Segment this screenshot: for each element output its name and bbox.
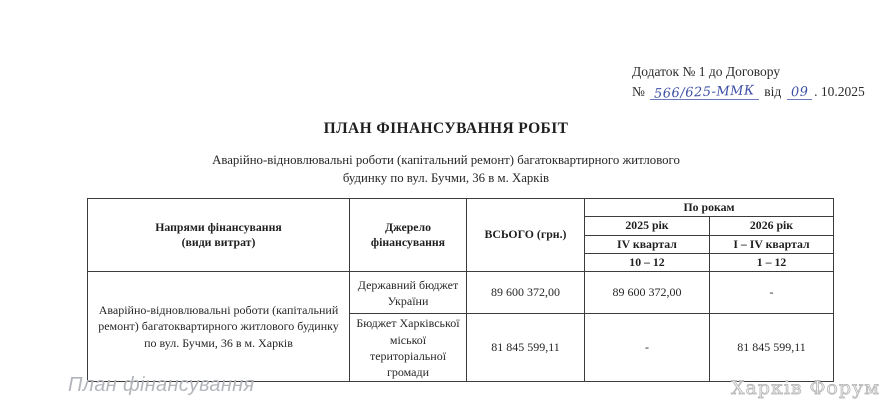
date-word: від — [764, 83, 782, 99]
cell-2026-state-budget: - — [710, 272, 834, 314]
header-source-line2: фінансування — [370, 235, 446, 250]
header-quarter-2026: I – IV квартал — [710, 235, 834, 253]
cell-total-state-budget: 89 600 372,00 — [467, 272, 585, 314]
header-year-2025: 2025 рік — [585, 217, 710, 235]
header-quarter-2025: IV квартал — [585, 235, 710, 253]
header-source — [350, 199, 467, 272]
contract-number-prefix: № — [632, 83, 645, 99]
page-title: ПЛАН ФІНАНСУВАННЯ РОБІТ — [323, 120, 569, 137]
contract-day-underline — [787, 85, 813, 101]
header-source-line1: Джерело — [384, 219, 432, 234]
header-by-years: По рокам — [585, 199, 834, 217]
header-months-2025: 10 – 12 — [585, 253, 710, 271]
cell-source-city-budget: Бюджет Харківської міської територіальної громади — [350, 314, 467, 382]
cell-source-state-budget: Державний бюджет України — [350, 272, 467, 314]
cell-2025-city-budget: - — [585, 314, 710, 382]
table-row — [88, 272, 834, 314]
header-year-2026: 2026 рік — [710, 217, 834, 235]
image-caption: План фінансування — [68, 374, 255, 396]
contract-day-handwritten: 09 — [790, 84, 809, 100]
contract-number-line — [632, 82, 865, 102]
cell-2026-city-budget: 81 845 599,11 — [710, 314, 834, 382]
document-subtitle — [0, 151, 892, 187]
subtitle-line2: будинку по вул. Бучми, 36 в м. Харків — [342, 171, 550, 186]
cell-direction: Аварійно-відновлювальні роботи (капітальний ремонт) багатоквартирного житлового будинку по вул. Бучми, 36 в м. Харків — [88, 272, 350, 382]
header-directions — [88, 199, 350, 272]
contract-number-handwritten: 566/625-ММК — [654, 82, 756, 102]
cell-total-city-budget: 81 845 599,11 — [467, 314, 585, 382]
header-directions-line2: (види витрат) — [181, 235, 256, 250]
header-directions-line1: Напрями фінансування — [155, 219, 282, 234]
subtitle-line1: Аварійно-відновлювальні роботи (капітальний ремонт) багатоквартирного житлового — [212, 153, 680, 167]
header-total: ВСЬОГО (грн.) — [467, 199, 585, 272]
financing-table — [87, 198, 834, 382]
cell-2025-state-budget: 89 600 372,00 — [585, 272, 710, 314]
contract-number-underline — [650, 82, 759, 102]
annex-line1: Додаток № 1 до Договору — [632, 64, 781, 79]
annex-reference-block — [632, 62, 865, 101]
header-months-2026: 1 – 12 — [710, 253, 834, 271]
watermark-kharkiv-forum: Харків Форум — [730, 377, 880, 399]
contract-date-rest: . 10.2025 — [814, 83, 865, 99]
